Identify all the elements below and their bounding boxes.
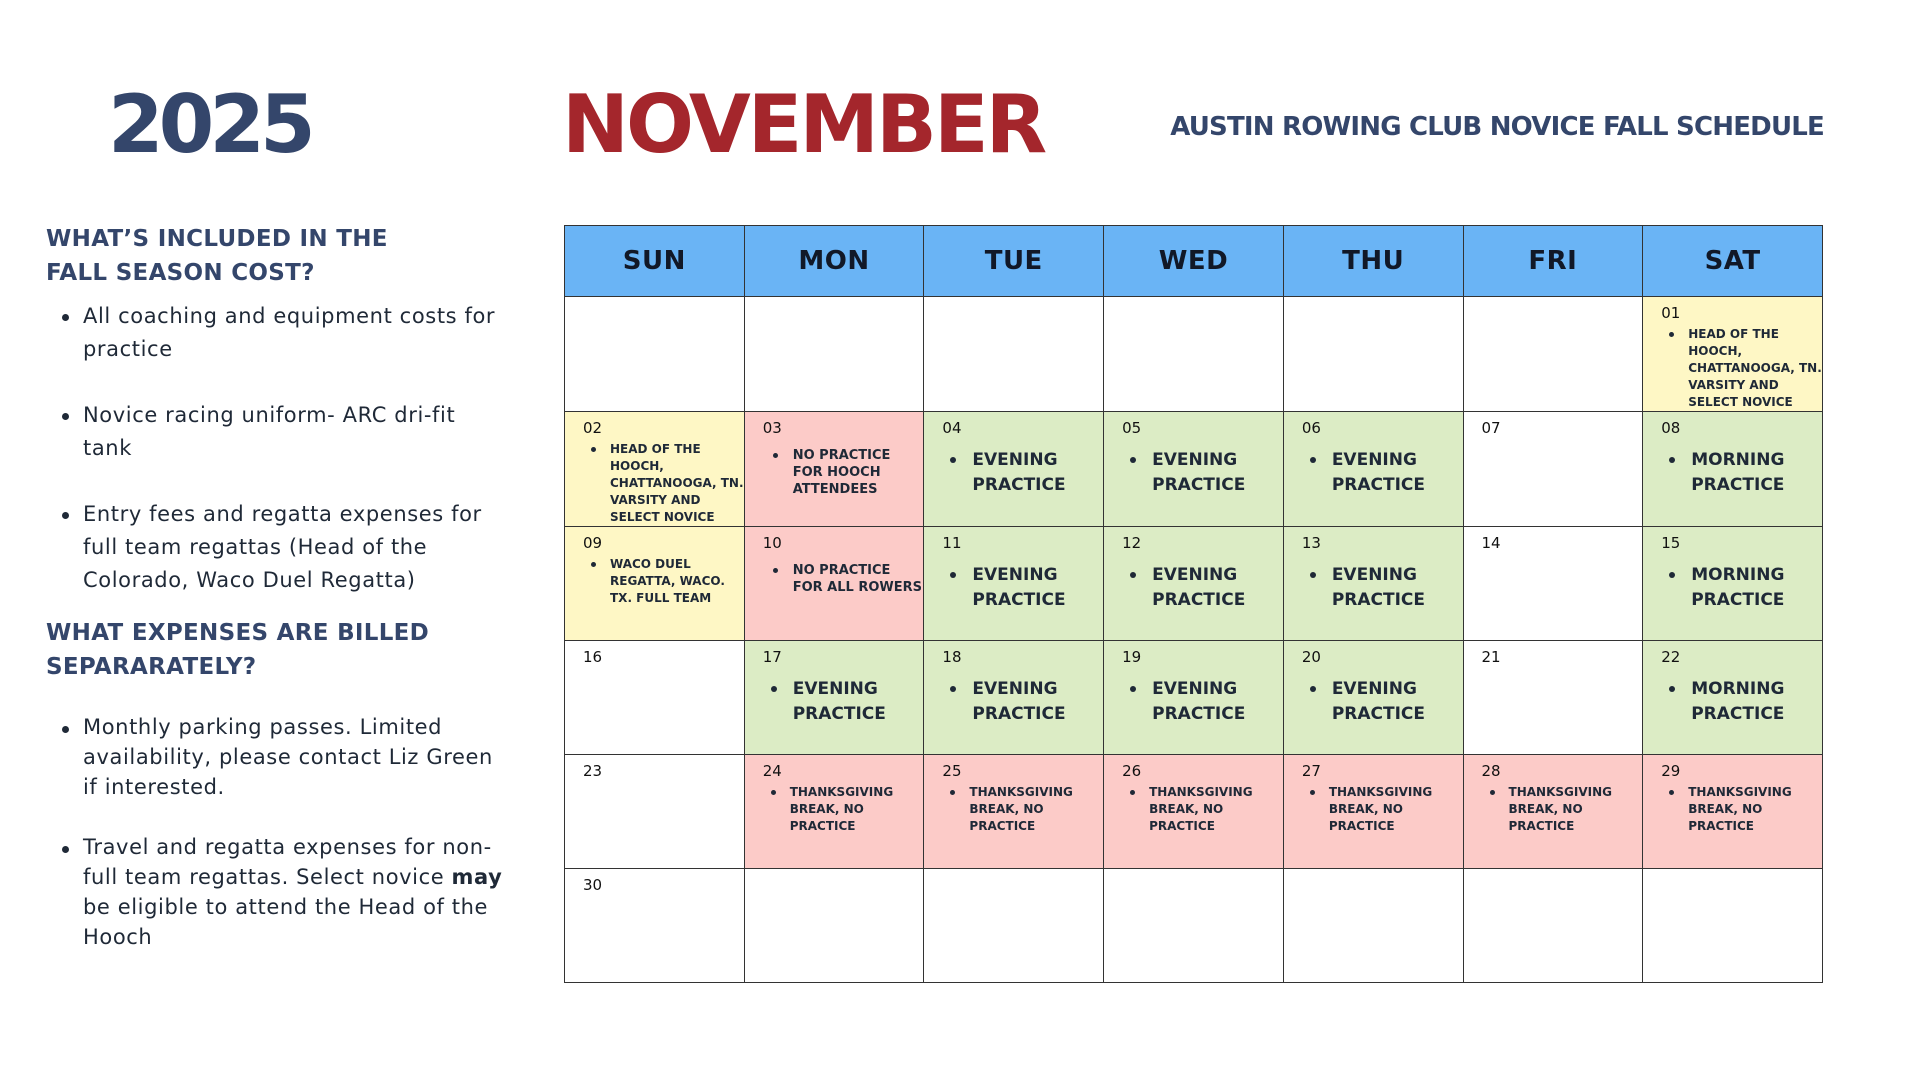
event-label: EVENING PRACTICE — [1310, 563, 1463, 613]
included-item: All coaching and equipment costs for practice — [46, 300, 508, 366]
calendar-empty-cell — [924, 869, 1104, 983]
calendar-week-row — [565, 641, 1823, 755]
day-number: 08 — [1661, 419, 1681, 437]
day-number: 06 — [1301, 419, 1321, 437]
included-item: Entry fees and regatta expenses for full team regattas (Head of the Colorado, Waco Duel Regatta) — [46, 498, 508, 597]
billed-list — [46, 712, 508, 952]
calendar-empty-cell — [1283, 297, 1463, 412]
event-label: EVENING PRACTICE — [1310, 448, 1463, 498]
event-label: EVENING PRACTICE — [950, 677, 1103, 727]
info-sidebar — [46, 222, 508, 982]
event-label: THANKSGIVING BREAK, NO PRACTICE — [1128, 784, 1283, 835]
billed-item-emphasis: may — [451, 865, 503, 889]
day-number: 05 — [1122, 419, 1142, 437]
weekday-header: SUN — [565, 226, 745, 297]
billed-item-text: be eligible to attend the Head of the Hooch — [83, 895, 489, 949]
calendar-day-cell — [924, 412, 1104, 527]
event-label: NO PRACTICE FOR HOOCH ATTENDEES — [771, 447, 924, 498]
calendar-empty-cell — [744, 297, 924, 412]
day-number: 03 — [762, 419, 782, 437]
day-number: 07 — [1481, 419, 1501, 437]
billed-heading: WHAT EXPENSES ARE BILLED SEPARARATELY? — [46, 620, 430, 680]
day-number: 29 — [1661, 762, 1681, 780]
calendar-day-cell — [1463, 641, 1643, 755]
calendar-day-cell — [1463, 755, 1643, 869]
calendar-day-cell — [1104, 527, 1284, 641]
calendar-day-cell — [744, 641, 924, 755]
weekday-header: WED — [1104, 226, 1284, 297]
calendar-day-cell — [924, 641, 1104, 755]
calendar-empty-cell — [744, 869, 924, 983]
day-number: 24 — [762, 762, 782, 780]
event-label: THANKSGIVING BREAK, NO PRACTICE — [1488, 784, 1643, 835]
day-number: 20 — [1301, 648, 1321, 666]
day-number: 30 — [583, 876, 603, 894]
calendar-day-cell — [1283, 527, 1463, 641]
calendar-day-cell — [1104, 755, 1284, 869]
calendar-day-cell — [1104, 641, 1284, 755]
weekday-header: TUE — [924, 226, 1104, 297]
day-number: 04 — [942, 419, 962, 437]
day-number: 02 — [583, 419, 603, 437]
event-label: THANKSGIVING BREAK, NO PRACTICE — [1667, 784, 1822, 835]
month-title: NOVEMBER — [562, 78, 1045, 171]
day-number: 16 — [583, 648, 603, 666]
day-number: 22 — [1661, 648, 1681, 666]
weekday-header-row — [565, 226, 1823, 297]
schedule-title: AUSTIN ROWING CLUB NOVICE FALL SCHEDULE — [1170, 112, 1824, 142]
day-number: 13 — [1301, 534, 1321, 552]
event-label: HEAD OF THE HOOCH, CHATTANOOGA, TN. VARSITY AND SELECT NOVICE — [589, 441, 744, 526]
calendar-empty-cell — [1104, 297, 1284, 412]
day-number: 10 — [762, 534, 782, 552]
event-label: EVENING PRACTICE — [950, 448, 1103, 498]
included-heading: WHAT’S INCLUDED IN THE FALL SEASON COST? — [46, 226, 388, 286]
event-label: NO PRACTICE FOR ALL ROWERS — [771, 562, 924, 596]
billed-item-text: Monthly parking passes. Limited availability, please contact Liz Green if interested. — [83, 715, 493, 799]
calendar-day-cell — [1463, 412, 1643, 527]
weekday-header: THU — [1283, 226, 1463, 297]
calendar-day-cell — [565, 755, 745, 869]
weekday-header: MON — [744, 226, 924, 297]
event-label: EVENING PRACTICE — [1310, 677, 1463, 727]
calendar-empty-cell — [1643, 869, 1823, 983]
day-number: 01 — [1661, 304, 1681, 322]
calendar-day-cell — [565, 869, 745, 983]
calendar-day-cell — [1283, 641, 1463, 755]
billed-item-text: Travel and regatta expenses for non-full team regattas. Select novice — [83, 835, 492, 889]
included-item: Novice racing uniform- ARC dri-fit tank — [46, 399, 508, 465]
calendar-day-cell — [1463, 527, 1643, 641]
calendar-day-cell — [744, 755, 924, 869]
calendar-day-cell — [924, 527, 1104, 641]
calendar-day-cell — [1283, 412, 1463, 527]
calendar-empty-cell — [1463, 869, 1643, 983]
event-label: THANKSGIVING BREAK, NO PRACTICE — [948, 784, 1103, 835]
event-label: EVENING PRACTICE — [950, 563, 1103, 613]
day-number: 17 — [762, 648, 782, 666]
calendar-empty-cell — [565, 297, 745, 412]
calendar-day-cell — [924, 755, 1104, 869]
event-label: EVENING PRACTICE — [771, 677, 924, 727]
event-label: THANKSGIVING BREAK, NO PRACTICE — [1308, 784, 1463, 835]
calendar-day-cell — [565, 412, 745, 527]
calendar-day-cell — [565, 641, 745, 755]
day-number: 28 — [1481, 762, 1501, 780]
calendar-empty-cell — [1283, 869, 1463, 983]
event-label: EVENING PRACTICE — [1130, 448, 1283, 498]
calendar-day-cell — [1283, 755, 1463, 869]
calendar-week-row — [565, 527, 1823, 641]
calendar-empty-cell — [1463, 297, 1643, 412]
calendar-day-cell — [1104, 412, 1284, 527]
year-title: 2025 — [108, 78, 311, 171]
day-number: 26 — [1122, 762, 1142, 780]
day-number: 27 — [1301, 762, 1321, 780]
calendar-day-cell — [1643, 755, 1823, 869]
event-label: EVENING PRACTICE — [1130, 563, 1283, 613]
calendar-grid — [564, 225, 1823, 983]
calendar-day-cell — [744, 527, 924, 641]
calendar-day-cell — [565, 527, 745, 641]
calendar-body — [565, 297, 1823, 983]
billed-item — [46, 712, 508, 802]
day-number: 19 — [1122, 648, 1142, 666]
day-number: 25 — [942, 762, 962, 780]
day-number: 15 — [1661, 534, 1681, 552]
day-number: 18 — [942, 648, 962, 666]
event-label: THANKSGIVING BREAK, NO PRACTICE — [769, 784, 924, 835]
calendar-week-row — [565, 412, 1823, 527]
billed-item — [46, 832, 508, 952]
calendar-day-cell — [1643, 641, 1823, 755]
weekday-header: SAT — [1643, 226, 1823, 297]
calendar-empty-cell — [924, 297, 1104, 412]
calendar-week-row — [565, 755, 1823, 869]
calendar-week-row — [565, 869, 1823, 983]
day-number: 14 — [1481, 534, 1501, 552]
calendar-day-cell — [1643, 527, 1823, 641]
calendar-day-cell — [1643, 297, 1823, 412]
event-label: HEAD OF THE HOOCH, CHATTANOOGA, TN. VARSITY AND SELECT NOVICE — [1667, 326, 1822, 411]
event-label: EVENING PRACTICE — [1130, 677, 1283, 727]
day-number: 23 — [583, 762, 603, 780]
day-number: 21 — [1481, 648, 1501, 666]
event-label: MORNING PRACTICE — [1669, 563, 1822, 613]
event-label: MORNING PRACTICE — [1669, 677, 1822, 727]
event-label: WACO DUEL REGATTA, WACO. TX. FULL TEAM — [589, 556, 744, 607]
weekday-header: FRI — [1463, 226, 1643, 297]
event-label: MORNING PRACTICE — [1669, 448, 1822, 498]
included-list — [46, 300, 508, 597]
day-number: 12 — [1122, 534, 1142, 552]
calendar-day-cell — [744, 412, 924, 527]
calendar-empty-cell — [1104, 869, 1284, 983]
day-number: 09 — [583, 534, 603, 552]
day-number: 11 — [942, 534, 962, 552]
calendar-day-cell — [1643, 412, 1823, 527]
calendar-week-row — [565, 297, 1823, 412]
